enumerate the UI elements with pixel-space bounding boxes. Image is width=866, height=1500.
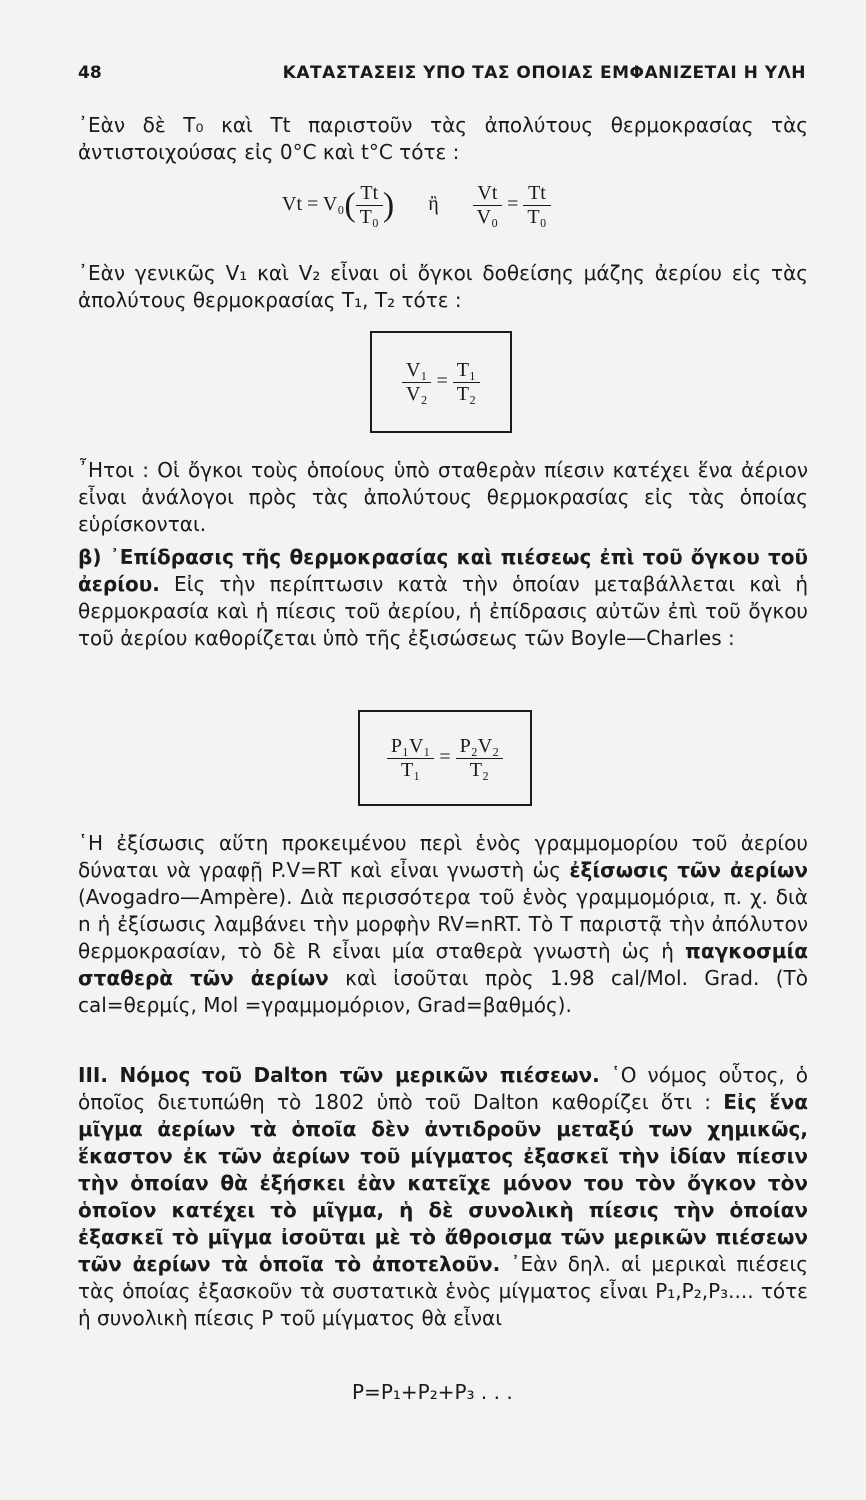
running-title: ΚΑΤΑΣΤΑΣΕΙΣ ΥΠΟ ΤΑΣ ΟΠΟΙΑΣ ΕΜΦΑΝΙΖΕΤΑΙ Η ΥΛΗ xyxy=(282,63,806,83)
paragraph-1: ᾿Εὰν δὲ T₀ καὶ Tt παριστοῦν τὰς ἀπολύτους θερμοκρασίας τὰς ἀντιστοιχούσας εἰς 0°C καὶ t°C τότε : xyxy=(78,113,808,164)
formula-or: ἢ xyxy=(428,193,439,216)
page-header xyxy=(78,58,806,88)
formula-dalton: P=P₁+P₂+P₃ . . . xyxy=(352,1380,513,1404)
formula-box-charles: $\frac{\text{V₁}}{\text{V₂}}$ = $\frac{\text{T₁}}{\text{T₂}}$ xyxy=(370,331,512,433)
paragraph-6: III. Νόμος τοῦ Dalton τῶν μερικῶν πιέσεων. ῾Ο νόμος οὗτος, ὁ ὁποῖος διετυπώθη τὸ 1802 ὑπὸ τοῦ Dalton καθορίζει ὅτι : Εἰς ἕνα μῖγμα ἀερίων τὰ ὁποῖα δὲν ἀντιδροῦν μεταξύ των χημικῶς, ἕκαστον ἐκ τῶν ἀερίων τοῦ μίγματος ἐξασκεῖ τὴν ἰδίαν πίεσιν τὴν ὁποίαν θὰ ἐξήσκει ἐὰν κατεῖχε μόνον του τὸν ὄγκον τὸν ὁποῖον κατέχει τὸ μῖγμα, ἡ δὲ συνολικὴ πίεσις τὴν ὁποίαν ἐξασκεῖ τὸ μῖγμα ἰσοῦται μὲ τὸ ἄθροισμα τῶν μερικῶν πιέσεων τῶν ἀερίων τὰ ὁποῖα τὸ ἀποτελοῦν. ᾿Εὰν δηλ. αἱ μερικαὶ πιέσεις τὰς ὁποίας ἐξασκοῦν τὰ συστατικὰ ἑνὸς μίγματος εἶναι P₁,P₂,P₃.... τότε ἡ συνολικὴ πίεσις P τοῦ μίγματος θὰ εἶναι xyxy=(78,1063,809,1330)
fraction: $\frac{Tt}{\text{T₀}}$ xyxy=(523,182,550,229)
paragraph-5: ῾Η ἐξίσωσις αὕτη προκειμένου περὶ ἑνὸς γραμμομορίου τοῦ ἀερίου δύναται νὰ γραφῇ P.V=RT καὶ εἶναι γνωστὴ ὡς ἐξίσωσις τῶν ἀερίων (Avogadro—Ampère). Διὰ περισσότερα τοῦ ἑνὸς γραμμομόρια, π. χ. διὰ n ἡ ἐξίσωσις λαμβάνει τὴν μορφὴν RV=nRT. Τὸ T παριστᾷ τὴν ἀπόλυτον θερμοκρασίαν, τὸ δὲ R εἶναι μία σταθερὰ γνωστὴ ὡς ἡ παγκοσμία σταθερὰ τῶν ἀερίων καὶ ἰσοῦται πρὸς 1.98 cal/Mol. Grad. (Τὸ cal=θερμίς, Mol =γραμμομόριον, Grad=βαθμός). xyxy=(78,831,809,1017)
paragraph-3: ῏Ητοι : Οἱ ὄγκοι τοὺς ὁποίους ὑπὸ σταθερὰν πίεσιν κατέχει ἕνα ἀέριον εἶναι ἀνάλογοι πρὸς τὰς ἀπολύτους θερμοκρασίας εἰς τὰς ὁποίας εὑρίσκονται. xyxy=(78,458,808,536)
formula-box-boyle-charles: $\frac{\text{P₁V₁}}{\text{T₁}}$ = $\frac{\text{P₂V₂}}{\text{T₂}}$ xyxy=(358,710,532,806)
paragraph-2: ᾿Εὰν γενικῶς V₁ καὶ V₂ εἶναι οἱ ὄγκοι δοθείσης μάζης ἀερίου εἰς τὰς ἀπολύτους θερμοκρασίας T₁, T₂ τότε : xyxy=(78,261,808,312)
section-heading-iii: III. Νόμος τοῦ Dalton τῶν μερικῶν πιέσεων. xyxy=(78,1063,600,1087)
fraction: $\frac{Tt}{\text{T₀}}$ xyxy=(356,182,383,229)
formula-charles-tt: Vt = V₀( $\frac{Tt}{\text{T₀}}$ ) ἢ $\frac{Vt}{\text{V₀}}$ = $\frac{Tt}{\text{T₀}}$ xyxy=(282,182,551,229)
section-heading-b: β) ᾿Επίδρασις τῆς θερμοκρασίας καὶ πιέσεως ἐπὶ τοῦ ὄγκου τοῦ ἀερίου. xyxy=(78,545,808,596)
page-number: 48 xyxy=(78,63,102,83)
paragraph-4: β) ᾿Επίδρασις τῆς θερμοκρασίας καὶ πιέσεως ἐπὶ τοῦ ὄγκου τοῦ ἀερίου. Εἰς τὴν περίπτωσιν κατὰ τὴν ὁποίαν μεταβάλλεται καὶ ἡ θερμοκρασία καὶ ἡ πίεσις τοῦ ἀερίου, ἡ ἐπίδρασις αὐτῶν ἐπὶ τοῦ ὄγκου τοῦ ἀερίου καθορίζεται ὑπὸ τῆς ἐξισώσεως τῶν Boyle—Charles : xyxy=(78,545,808,650)
formula-lhs: Vt = V₀ xyxy=(282,193,345,216)
fraction: $\frac{Vt}{\text{V₀}}$ xyxy=(473,182,502,229)
